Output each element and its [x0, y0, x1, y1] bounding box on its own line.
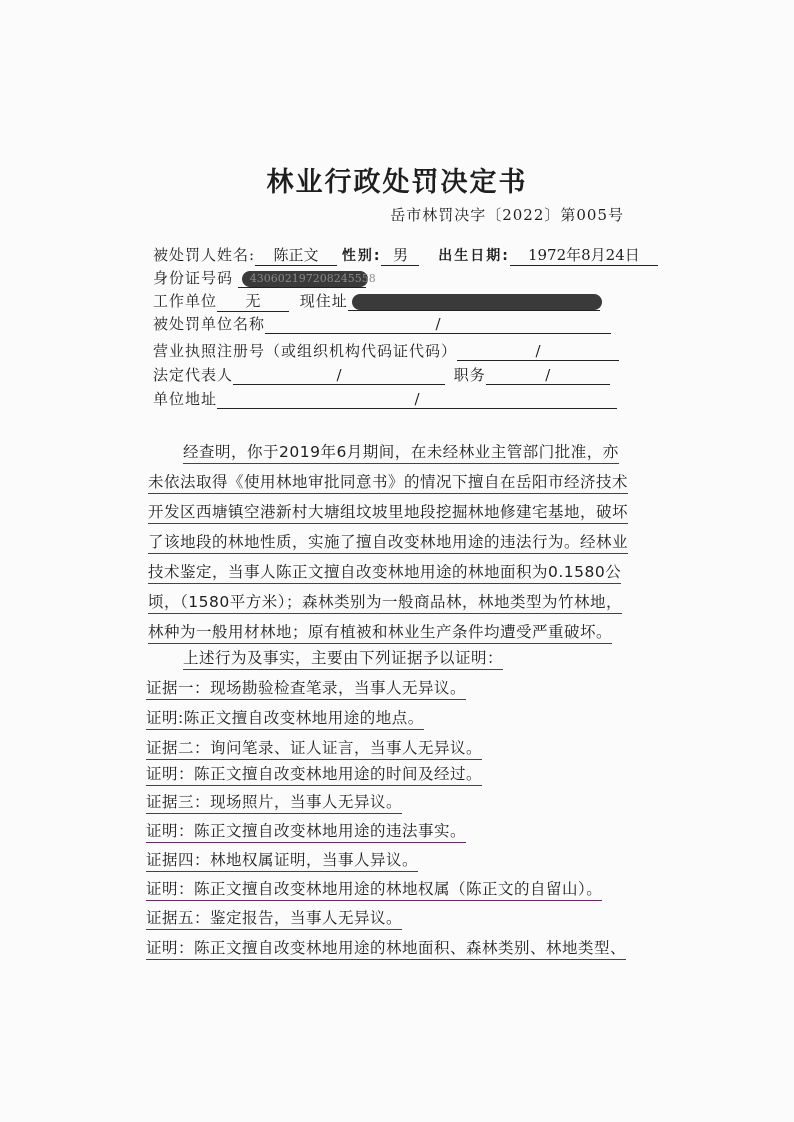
body-line: 了该地段的林地性质，实施了擅自改变林地用途的违法行为。经林业 [148, 530, 628, 552]
birth-label: 出生日期: [438, 248, 510, 264]
body-line: 林种为一般用材林地；原有植被和林业生产条件均遭受严重破坏。 [148, 620, 612, 642]
body-line: 开发区西塘镇空港新村大塘组坟坡里地段挖掘林地修建宅基地，破坏 [148, 500, 628, 522]
id-row [153, 267, 376, 288]
evidence-item: 证明:陈正文擅自改变林地用途的地点。 [146, 706, 424, 728]
unit-name-value: / [265, 315, 611, 334]
evidence-item: 证明：陈正文擅自改变林地用途的林地面积、森林类别、林地类型、 [146, 936, 626, 958]
license-value: / [457, 342, 619, 361]
name-row [153, 244, 658, 266]
evidence-item: 证据三：现场照片，当事人无异议。 [146, 790, 402, 812]
address-label: 现住址 [299, 292, 348, 310]
evidence-item: 证明：陈正文擅自改变林地用途的林地权属（陈正文的自留山）。 [146, 877, 602, 899]
unit-addr-value: / [217, 390, 617, 409]
license-row [153, 340, 619, 361]
evidence-item: 证明：陈正文擅自改变林地用途的时间及经过。 [146, 762, 482, 784]
unit-addr-label: 单位地址 [153, 390, 218, 408]
legal-rep-row [153, 364, 610, 385]
body-line: 技术鉴定，当事人陈正文擅自改变林地用途的林地面积为0.1580公 [148, 560, 621, 582]
body-line: 经查明，你于2019年6月期间，在未经林业主管部门批准，亦 [183, 440, 619, 462]
evidence-item: 证据一：现场勘验检查笔录，当事人无异议。 [146, 676, 466, 698]
unit-addr-row [153, 388, 617, 409]
gender-value: 男 [381, 244, 419, 266]
id-redaction: 430602197208245558 [242, 271, 368, 287]
name-value: 陈正文 [255, 244, 337, 266]
body-line: 未依法取得《使用林地审批同意书》的情况下擅自在岳阳市经济技术 [148, 470, 628, 492]
license-label: 营业执照注册号（或组织机构代码证代码） [153, 342, 458, 360]
address-value-field [348, 292, 600, 311]
unit-name-label: 被处罚单位名称 [153, 315, 266, 333]
evidence-item: 证据五：鉴定报告，当事人无异议。 [146, 906, 402, 928]
body-line: 顷，（1580平方米）；森林类别为一般商品林，林地类型为竹林地， [148, 590, 622, 612]
evidence-item: 证明：陈正文擅自改变林地用途的违法事实。 [146, 819, 466, 841]
document-number: 岳市林罚决字〔2022〕第005号 [390, 206, 624, 224]
gender-label: 性别: [341, 248, 382, 264]
position-label: 职务 [453, 366, 486, 384]
birth-value: 1972年8月24日 [510, 244, 658, 266]
work-row [153, 290, 600, 312]
evidence-item: 证据四：林地权属证明，当事人异议。 [146, 848, 418, 870]
work-label: 工作单位 [153, 292, 218, 310]
id-value-field [238, 269, 376, 288]
body-line: 上述行为及事实，主要由下列证据予以证明： [183, 646, 503, 668]
evidence-item: 证据二：询问笔录、证人证言，当事人无异议。 [146, 736, 482, 758]
work-value: 无 [217, 290, 289, 312]
id-label: 身份证号码 [153, 269, 234, 287]
unit-name-row [153, 313, 611, 334]
legal-rep-label: 法定代表人 [153, 366, 234, 384]
position-value: / [486, 366, 610, 385]
name-label: 被处罚人姓名: [153, 246, 256, 264]
legal-rep-value: / [233, 366, 445, 385]
document-title: 林业行政处罚决定书 [266, 167, 528, 198]
address-redaction-icon [352, 294, 602, 310]
